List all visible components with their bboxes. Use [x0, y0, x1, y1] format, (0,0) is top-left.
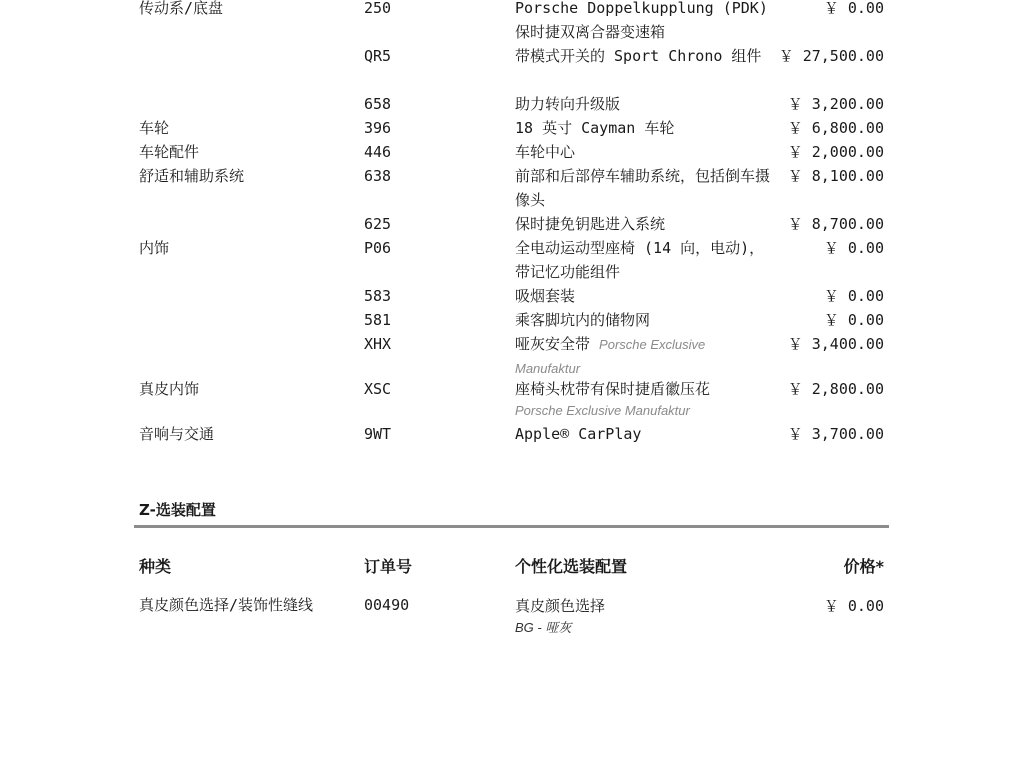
z-row-code: 00490: [364, 596, 410, 614]
row-code: 638: [364, 167, 392, 185]
row-price: ￥ 2,800.00: [787, 380, 884, 398]
row-code: 9WT: [364, 425, 392, 443]
row-description: 车轮中心: [515, 143, 576, 161]
row-price: ￥ 27,500.00: [778, 47, 884, 65]
row-description: 全电动运动型座椅 (14 向，电动)，带记忆功能组件: [515, 239, 765, 281]
row-code: XHX: [364, 335, 392, 353]
z-row-description: [515, 594, 770, 638]
z-row-description-text: 真皮颜色选择: [515, 597, 606, 615]
row-code: XSC: [364, 380, 392, 398]
row-category: 车轮: [139, 119, 170, 137]
row-category: 音响与交通: [139, 425, 215, 443]
row-category: 车轮配件: [139, 143, 200, 161]
row-code: 583: [364, 287, 392, 305]
row-price: ￥ 2,000.00: [787, 143, 884, 161]
row-description: [515, 332, 770, 380]
z-row-category: 真皮颜色选择/装饰性缝线: [139, 596, 314, 614]
header-option: 个性化选装配置: [515, 557, 628, 576]
z-row-description-sub: BG - 哑灰: [515, 620, 572, 635]
row-description-sub: Porsche Exclusive Manufaktur: [515, 337, 706, 376]
row-price: ￥ 6,800.00: [787, 119, 884, 137]
row-description: 吸烟套装: [515, 287, 576, 305]
row-code: QR5: [364, 47, 392, 65]
row-category: 内饰: [139, 239, 170, 257]
row-description: 乘客脚坑内的储物网: [515, 311, 651, 329]
row-price: ￥ 3,700.00: [787, 425, 884, 443]
row-description: 助力转向升级版: [515, 95, 621, 113]
row-description: Porsche Doppelkupplung (PDK) 保时捷双离合器变速箱: [515, 0, 768, 41]
row-description: 前部和后部停车辅助系统，包括倒车摄像头: [515, 167, 771, 209]
row-code: 446: [364, 143, 392, 161]
header-order-number: 订单号: [364, 557, 413, 576]
row-price: ￥ 3,200.00: [787, 95, 884, 113]
row-code: 625: [364, 215, 392, 233]
row-description-sub: Porsche Exclusive Manufaktur: [515, 403, 690, 418]
row-description: 保时捷免钥匙进入系统: [515, 215, 666, 233]
header-category: 种类: [139, 557, 172, 576]
row-price: ￥ 8,700.00: [787, 215, 884, 233]
row-code: 658: [364, 95, 392, 113]
row-code: 581: [364, 311, 392, 329]
row-category: 真皮内饰: [139, 380, 200, 398]
row-description: 18 英寸 Cayman 车轮: [515, 119, 675, 137]
row-price: ￥ 0.00: [823, 239, 884, 257]
row-price: ￥ 0.00: [823, 287, 884, 305]
row-code: 250: [364, 0, 392, 17]
z-row-price: ￥ 0.00: [823, 597, 884, 615]
row-description-text: 座椅头枕带有保时捷盾徽压花: [515, 380, 711, 398]
row-description: Apple® CarPlay: [515, 425, 642, 443]
row-price: ￥ 0.00: [823, 0, 884, 17]
row-description-text: 哑灰安全带: [515, 335, 591, 353]
row-category: 舒适和辅助系统: [139, 167, 245, 185]
row-code: P06: [364, 239, 392, 257]
row-price: ￥ 3,400.00: [787, 335, 884, 353]
section-title: Z-选装配置: [139, 501, 216, 519]
row-code: 396: [364, 119, 392, 137]
row-description: 带模式开关的 Sport Chrono 组件: [515, 47, 762, 65]
row-description: [515, 377, 770, 421]
section-divider: [134, 525, 889, 528]
row-price: ￥ 0.00: [823, 311, 884, 329]
row-price: ￥ 8,100.00: [787, 167, 884, 185]
row-category: 传动系/底盘: [139, 0, 224, 17]
header-price: 价格*: [843, 557, 884, 576]
